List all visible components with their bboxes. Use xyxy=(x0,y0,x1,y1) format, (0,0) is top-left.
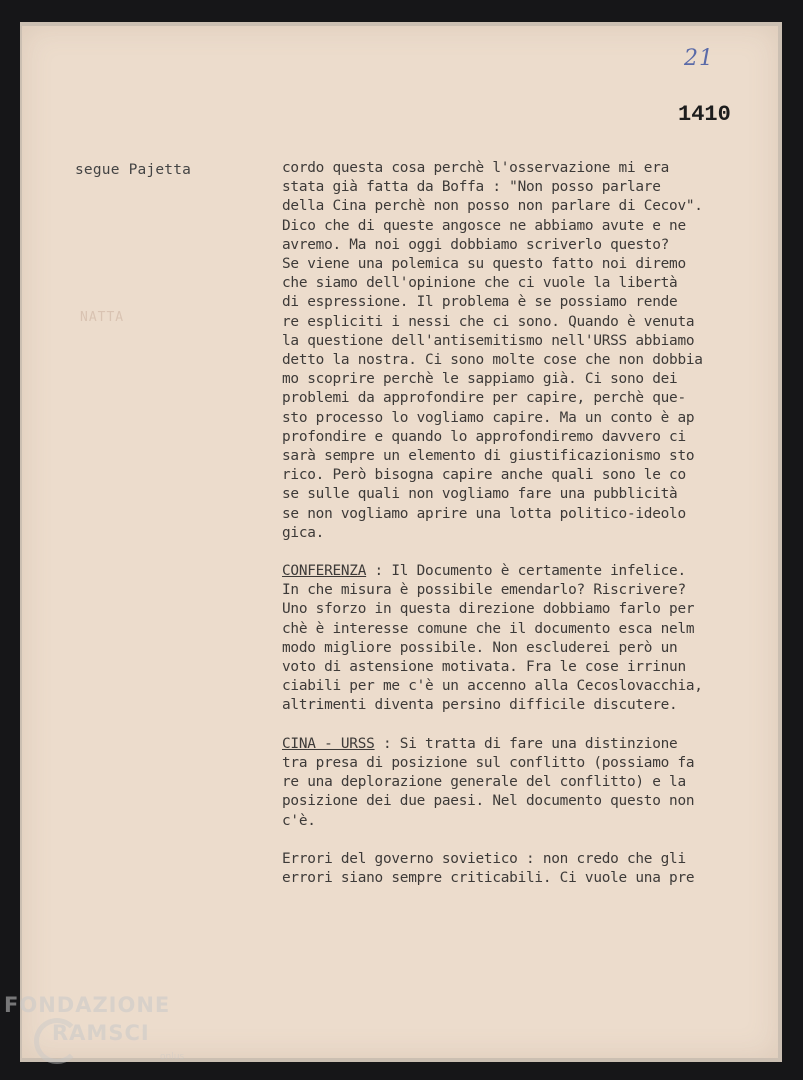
text-line: rico. Però bisogna capire anche quali sono le co xyxy=(282,467,686,484)
heading-continuation: : Il Documento è certamente infelice. xyxy=(366,563,686,580)
transcript-body xyxy=(282,159,782,888)
text-line: profondire e quando lo approfondiremo davvero ci xyxy=(282,428,686,445)
section-heading: CINA - URSS xyxy=(282,735,375,752)
section-heading: CONFERENZA xyxy=(282,563,367,580)
paragraph-1 xyxy=(282,159,782,543)
text-line: problemi da approfondire per capire, perchè que- xyxy=(282,390,686,407)
text-line: altrimenti diventa persino difficile discutere. xyxy=(282,697,678,714)
paragraph-conferenza xyxy=(282,562,782,716)
archive-number: 21 xyxy=(684,46,714,71)
text-line: sarà sempre un elemento di giustificazionismo sto xyxy=(282,448,695,465)
text-line: cordo questa cosa perchè l'osservazione mi era xyxy=(282,160,670,176)
paragraph-cina-urss xyxy=(282,735,782,831)
text-line: che siamo dell'opinione che ci vuole la libertà xyxy=(282,275,678,292)
watermark-line-1: FONDAZIONE xyxy=(4,993,171,1017)
text-line: Dico che di queste angosce ne abbiamo avute e ne xyxy=(282,217,686,234)
text-line: chè è interesse comune che il documento esca nelm xyxy=(282,620,695,637)
paragraph-errori xyxy=(282,850,782,888)
page-number: 1410 xyxy=(678,102,731,127)
text-line: gica. xyxy=(282,524,325,541)
text-line xyxy=(282,562,782,581)
text-line: posizione dei due paesi. Nel documento questo non xyxy=(282,793,695,810)
text-line: della Cina perchè non posso non parlare di Cecov". xyxy=(282,198,703,215)
text-line: c'è. xyxy=(282,812,316,829)
text-line: modo migliore possibile. Non escluderei però un xyxy=(282,639,678,656)
text-line: se non vogliamo aprire una lotta politico-ideolo xyxy=(282,505,686,522)
speaker-label: segue Pajetta xyxy=(75,162,192,178)
text-line: Uno sforzo in questa direzione dobbiamo farlo per xyxy=(282,601,695,618)
text-line: voto di astensione motivata. Fra le cose irrinun xyxy=(282,659,686,676)
text-line: tra presa di posizione sul conflitto (possiamo fa xyxy=(282,754,695,771)
text-line: mo scoprire perchè le sappiamo già. Ci sono dei xyxy=(282,371,678,388)
text-line: ciabili per me c'è un accenno alla Cecoslovacchia, xyxy=(282,678,703,695)
typewritten-page xyxy=(22,26,778,1058)
text-line: sto processo lo vogliamo capire. Ma un conto è ap xyxy=(282,409,695,426)
margin-ghost-text: NATTA xyxy=(80,310,125,325)
text-line: re una deplorazione generale del conflitto) e la xyxy=(282,774,686,791)
text-line: Se viene una polemica su questo fatto noi diremo xyxy=(282,256,686,273)
text-line: errori siano sempre criticabili. Ci vuole una pre xyxy=(282,869,695,886)
text-line: avremo. Ma noi oggi dobbiamo scriverlo questo? xyxy=(282,236,670,253)
text-line: se sulle quali non vogliamo fare una pubblicità xyxy=(282,486,678,503)
text-line: di espressione. Il problema è se possiamo rende xyxy=(282,294,678,311)
text-line: Errori del governo sovietico : non credo che gli xyxy=(282,850,686,867)
text-line xyxy=(282,735,782,754)
text-line: detto la nostra. Ci sono molte cose che non dobbia xyxy=(282,352,703,369)
heading-continuation: : Si tratta di fare una distinzione xyxy=(374,735,678,752)
watermark-line-2: RAMSCI xyxy=(52,1021,150,1045)
text-line: In che misura è possibile emendarlo? Riscrivere? xyxy=(282,582,686,599)
text-line: re espliciti i nessi che ci sono. Quando è venuta xyxy=(282,313,695,330)
text-line: stata già fatta da Boffa : "Non posso parlare xyxy=(282,179,661,196)
text-line: la questione dell'antisemitismo nell'URSS abbiamo xyxy=(282,332,695,349)
watermark-tag: onlus xyxy=(160,1052,185,1062)
